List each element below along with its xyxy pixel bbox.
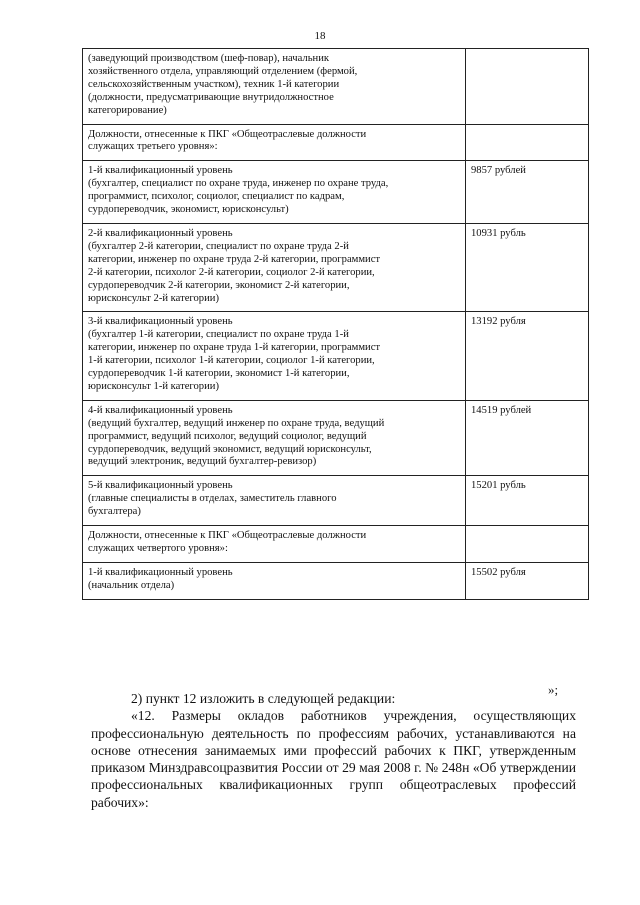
salary-cell: 10931 рубль xyxy=(466,223,589,311)
description-line: юрисконсульт 1-й категории) xyxy=(88,380,219,392)
closing-quote-mark: »; xyxy=(548,682,559,697)
description-line: категории, инженер по охране труда 2-й категории, программист xyxy=(88,253,381,265)
description-line: программист, ведущий психолог, ведущий социолог, ведущий xyxy=(88,430,367,442)
description-line: служащих четвертого уровня»: xyxy=(88,543,228,554)
description-line: (начальник отдела) xyxy=(88,579,175,591)
position-description-cell xyxy=(83,476,466,526)
description-line: (бухгалтер, специалист по охране труда, инженер по охране труда, xyxy=(88,178,389,190)
description-line: программист, психолог, социолог, специалист по кадрам, xyxy=(88,191,345,203)
description-line: сельскохозяйственным участком), техник 1-й категории xyxy=(88,78,340,90)
table-row xyxy=(83,124,589,161)
description-line: юрисконсульт 2-й категории) xyxy=(88,292,219,304)
salary-cell: 15201 рубль xyxy=(466,476,589,526)
table-row xyxy=(83,562,589,599)
description-line: служащих третьего уровня»: xyxy=(88,141,218,153)
position-description-cell xyxy=(83,223,466,311)
description-line: 2-й квалификационный уровень xyxy=(88,227,233,239)
description-line: Должности, отнесенные к ПКГ «Общеотраслевые должности xyxy=(88,530,367,542)
description-line: 1-й квалификационный уровень xyxy=(88,165,233,177)
description-line: (ведущий бухгалтер, ведущий инженер по охране труда, ведущий xyxy=(88,417,385,429)
description-line: 3-й квалификационный уровень xyxy=(88,316,233,328)
position-description-cell xyxy=(83,562,466,599)
table-row xyxy=(83,526,589,563)
description-line: (главные специалисты в отделах, заместитель главного xyxy=(88,493,337,505)
salary-cell xyxy=(466,124,589,161)
description-line: Должности, отнесенные к ПКГ «Общеотраслевые должности xyxy=(88,128,367,140)
position-description-cell xyxy=(83,124,466,161)
description-line: 2-й категории, психолог 2-й категории, социолог 2-й категории, xyxy=(88,266,375,278)
description-line: хозяйственного отдела, управляющий отделением (фермой, xyxy=(88,65,358,77)
description-line: (заведующий производством (шеф-повар), начальник xyxy=(88,53,330,64)
paragraph-amendment-intro: 2) пункт 12 изложить в следующей редакции: xyxy=(131,691,396,706)
position-description-cell xyxy=(83,526,466,563)
description-line: сурдопереводчик 1-й категории, экономист 1-й категории, xyxy=(88,368,350,380)
salary-cell: 14519 рублей xyxy=(466,400,589,476)
paragraph-clause-12: «12. Размеры окладов работников учреждения, осуществляющих профессиональную деятельность по профессиям рабочих, устанавливаются на основе отнесения занимаемых ими профессий рабочих к ПКГ, утвержденным приказом Минздравсоцразвития России от 29 мая 2008 г. № 248н «Об утверждении профессиональных квалификационных групп общеотраслевых профессий рабочих»: xyxy=(91,708,576,810)
description-line: 1-й квалификационный уровень xyxy=(88,566,233,578)
salary-cell xyxy=(466,49,589,125)
salary-cell: 15502 рубля xyxy=(466,562,589,599)
salary-cell: 9857 рублей xyxy=(466,161,589,224)
description-line: сурдопереводчик 2-й категории, экономист 2-й категории, xyxy=(88,279,350,291)
description-line: (бухгалтер 2-й категории, специалист по охране труда 2-й xyxy=(88,240,349,252)
table-row xyxy=(83,312,589,400)
position-description-cell xyxy=(83,312,466,400)
description-line: бухгалтера) xyxy=(88,506,141,518)
description-line: сурдопереводчик, ведущий экономист, ведущий юрисконсульт, xyxy=(88,443,372,455)
position-description-cell xyxy=(83,400,466,476)
salary-table xyxy=(82,48,589,600)
salary-table-body xyxy=(83,49,589,600)
table-row xyxy=(83,400,589,476)
table-row xyxy=(83,223,589,311)
description-line: сурдопереводчик, экономист, юрисконсульт) xyxy=(88,204,289,216)
position-description-cell xyxy=(83,49,466,125)
body-text xyxy=(91,690,576,811)
table-row xyxy=(83,476,589,526)
salary-cell xyxy=(466,526,589,563)
description-line: ведущий электроник, ведущий бухгалтер-ревизор) xyxy=(88,456,317,468)
description-line: категорирование) xyxy=(88,104,167,116)
page-number: 18 xyxy=(314,30,326,42)
table-row xyxy=(83,49,589,125)
description-line: 1-й категории, психолог 1-й категории, социолог 1-й категории, xyxy=(88,355,375,367)
description-line: 5-й квалификационный уровень xyxy=(88,480,233,492)
description-line: (бухгалтер 1-й категории, специалист по охране труда 1-й xyxy=(88,329,349,341)
description-line: (должности, предусматривающие внутридолжностное xyxy=(88,91,334,103)
salary-cell: 13192 рубля xyxy=(466,312,589,400)
description-line: категории, инженер по охране труда 1-й категории, программист xyxy=(88,342,381,354)
table-row xyxy=(83,161,589,224)
position-description-cell xyxy=(83,161,466,224)
description-line: 4-й квалификационный уровень xyxy=(88,404,233,416)
